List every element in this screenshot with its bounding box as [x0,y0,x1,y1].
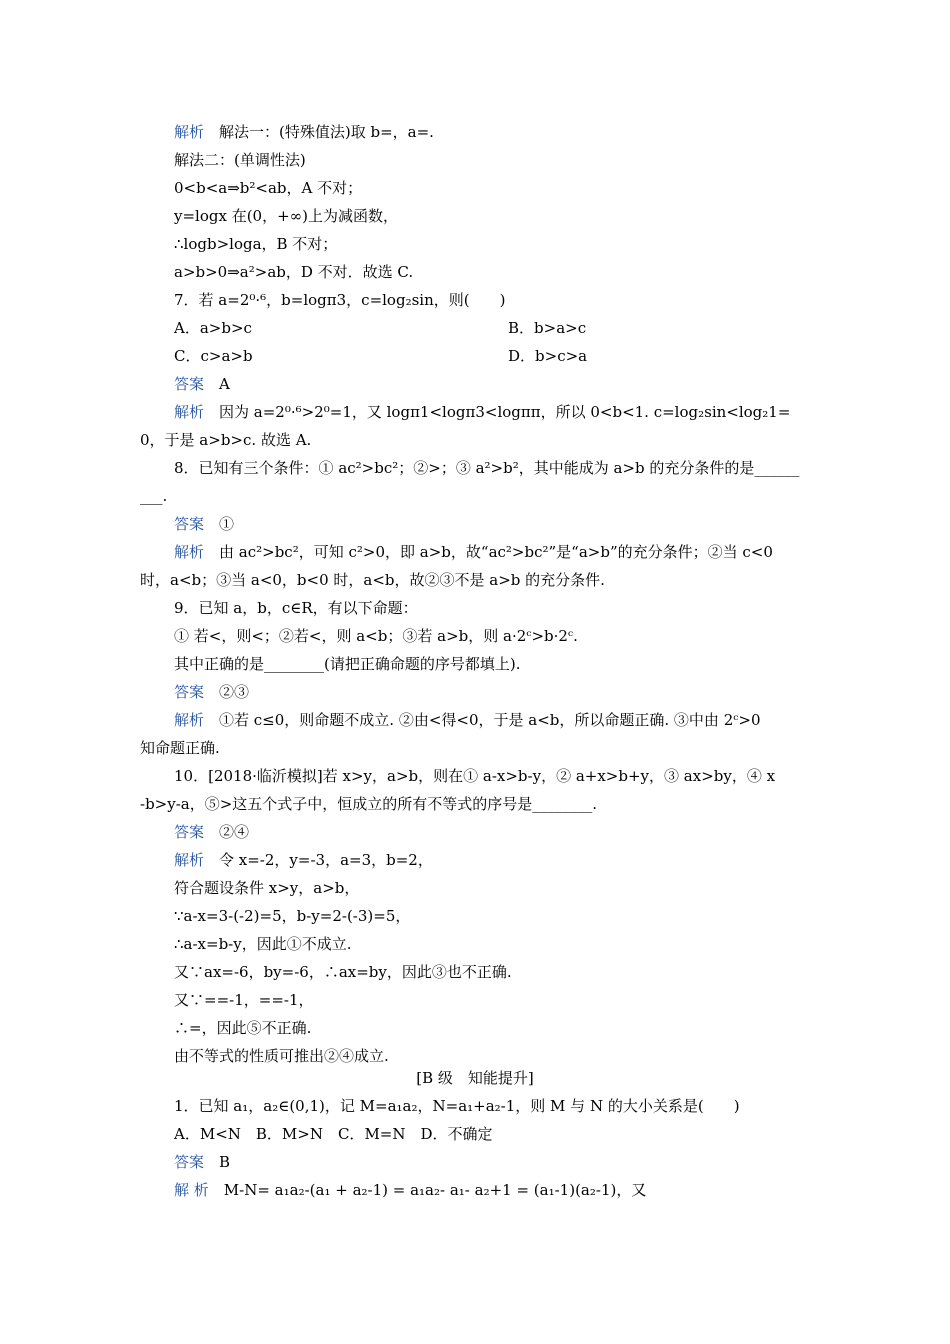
question-b1-options: A．M<N B．M>N C．M=N D．不确定 [174,1125,493,1143]
analysis-10: 解析 令 x=-2，y=-3，a=3，b=2， [174,851,433,869]
label-analysis: 解析 [174,543,205,561]
label-analysis: 解析 [174,403,205,421]
question-9-ask: 其中正确的是________(请把正确命题的序号都填上). [174,655,521,673]
label-answer: 答案 [174,375,205,393]
question-10: 10．[2018·临沂模拟]若 x>y，a>b，则在① a-x>b-y，② a+x>b+y，③ ax>by，④ x [174,767,776,785]
section-header: [B 级 知能提升] [416,1069,534,1087]
option-b: B．b>a>c [508,319,587,337]
question-9: 9．已知 a，b，c∈R，有以下命题： [174,599,418,617]
label-analysis: 解析 [174,851,205,869]
question-10-cont: -b>y-a，⑤>这五个式子中，恒成立的所有不等式的序号是________. [140,795,598,813]
analysis-9-cont: 知命题正确. [140,739,220,757]
option-a: A．a>b>c [174,319,252,337]
analysis-10-line6: 又∵==-1，==-1， [174,991,314,1009]
question-b1: 1．已知 a₁，a₂∈(0,1)，记 M=a₁a₂，N=a₁+a₂-1，则 M 与 N 的大小关系是( ) [174,1097,740,1115]
label-answer: 答案 [174,1153,205,1171]
label-answer: 答案 [174,683,205,701]
line-4: y=logx 在(0，+∞)上为减函数， [174,207,399,225]
analysis-10-line2: 符合题设条件 x>y，a>b， [174,879,360,897]
question-9-props: ① 若<，则<；②若<，则 a<b；③若 a>b，则 a·2ᶜ>b·2ᶜ. [174,627,578,645]
label-analysis: 解析 [174,123,205,141]
answer-10: 答案 ②④ [174,823,250,841]
line-1: 解析 解法一：(特殊值法)取 b=，a=. [174,123,434,141]
line-5: ∴logb>loga，B 不对； [174,235,338,253]
analysis-9: 解析 ①若 c≤0，则命题不成立. ②由<得<0，于是 a<b，所以命题正确. ③中由 2ᶜ>0 [174,711,761,729]
label-answer: 答案 [174,515,205,533]
answer-b1: 答案 B [174,1153,231,1171]
line-6: a>b>0⇒a²>ab，D 不对．故选 C. [174,263,414,281]
option-d: D．b>c>a [508,347,588,365]
analysis-10-line7: ∴=，因此⑤不正确. [174,1019,312,1037]
question-7: 7．若 a=2⁰·⁶，b=logπ3，c=log₂sin，则( ) [174,291,506,309]
analysis-8: 解析 由 ac²>bc²，可知 c²>0，即 a>b，故“ac²>bc²”是“a>b”的充分条件；②当 c<0 [174,543,773,561]
analysis-b1: 解 析 M-N= a₁a₂-(a₁ + a₂-1) = a₁a₂- a₁- a₂+1 = (a₁-1)(a₂-1)，又 [174,1181,647,1199]
analysis-10-line5: 又∵ax=-6，by=-6，∴ax=by，因此③也不正确. [174,963,512,981]
analysis-7: 解析 因为 a=2⁰·⁶>2⁰=1，又 logπ1<logπ3<logππ，所以 0<b<1. c=log₂sin<log₂1= [174,403,791,421]
analysis-10-line4: ∴a-x=b-y，因此①不成立. [174,935,352,953]
answer-9: 答案 ②③ [174,683,250,701]
analysis-10-line8: 由不等式的性质可推出②④成立. [174,1047,389,1065]
line-2: 解法二：(单调性法) [174,151,306,169]
label-analysis: 解析 [174,711,205,729]
label-answer: 答案 [174,823,205,841]
answer-8: 答案 ① [174,515,235,533]
option-c: C．c>a>b [174,347,253,365]
line-3: 0<b<a⇒b²<ab，A 不对； [174,179,363,197]
answer-7: 答案 A [174,375,230,393]
analysis-10-line3: ∵a-x=3-(-2)=5，b-y=2-(-3)=5， [174,907,411,925]
question-8: 8．已知有三个条件：① ac²>bc²；②>；③ a²>b²，其中能成为 a>b 的充分条件的是______ [174,459,800,477]
analysis-7-cont: 0，于是 a>b>c. 故选 A. [140,431,312,449]
question-8-cont: ___. [140,487,168,505]
label-analysis: 解 析 [174,1181,209,1199]
analysis-8-cont: 时，a<b；③当 a<0，b<0 时，a<b，故②③不是 a>b 的充分条件. [140,571,605,589]
